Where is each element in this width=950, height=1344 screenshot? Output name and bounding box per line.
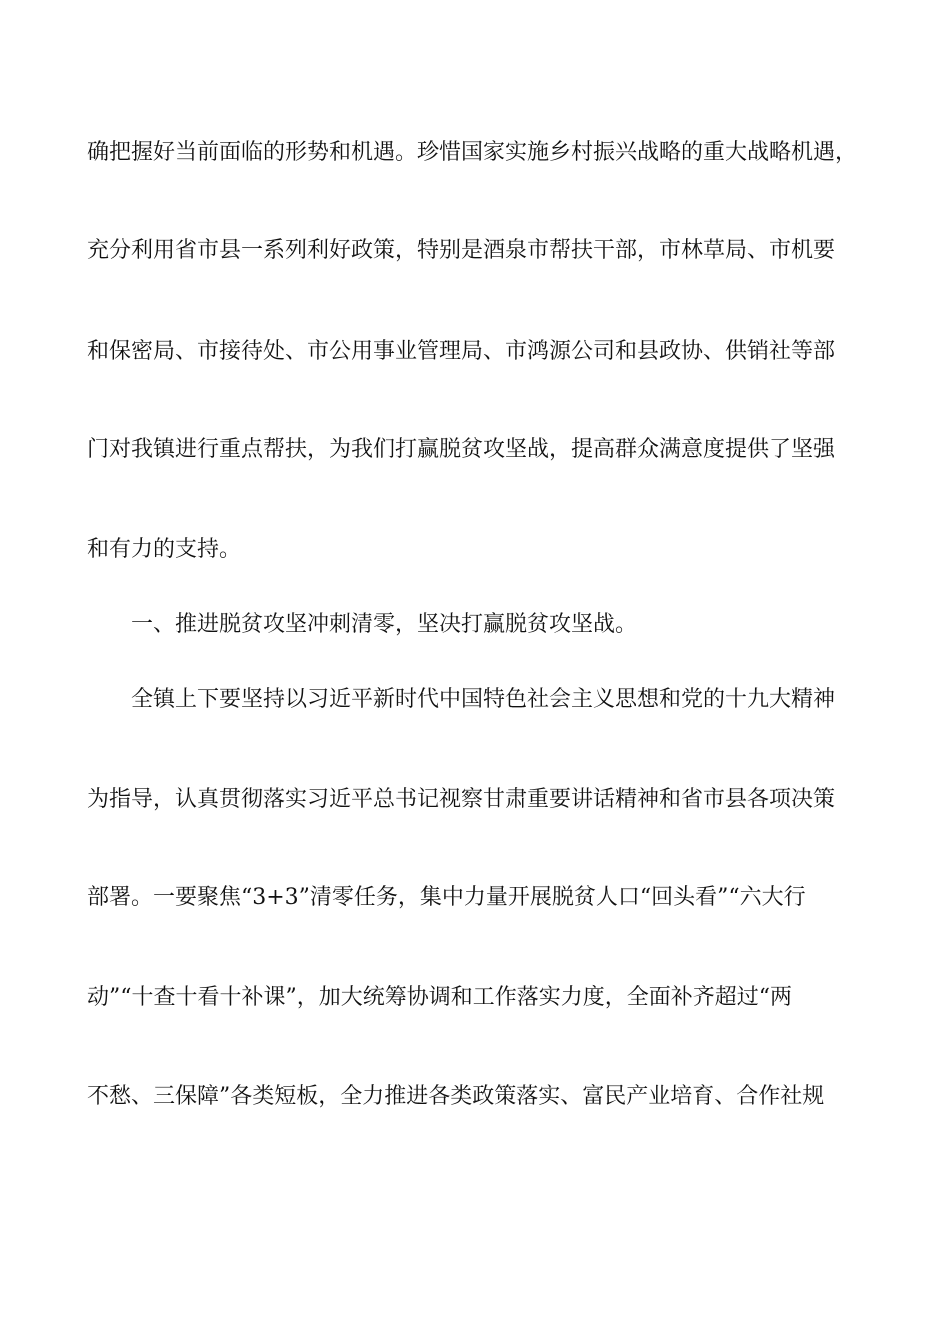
paragraph-line: 动”“十查十看十补课”，加大统筹协调和工作落实力度，全面补齐超过“两 (87, 985, 792, 1010)
paragraph-line: 和保密局、市接待处、市公用事业管理局、市鸿源公司和县政协、供销社等部 (87, 339, 836, 364)
section-heading: 一、推进脱贫攻坚冲刺清零，坚决打赢脱贫攻坚战。 (131, 612, 638, 637)
paragraph-line: 确把握好当前面临的形势和机遇。珍惜国家实施乡村振兴战略的重大战略机遇， (87, 140, 858, 165)
paragraph-line: 和有力的支持。 (87, 537, 242, 562)
paragraph-line: 不愁、三保障”各类短板，全力推进各类政策落实、富民产业培育、合作社规 (87, 1084, 825, 1109)
paragraph-line: 部署。一要聚焦“3+3”清零任务，集中力量开展脱贫人口“回头看”“六大行 (87, 885, 806, 910)
paragraph-line: 全镇上下要坚持以习近平新时代中国特色社会主义思想和党的十九大精神 (131, 687, 836, 712)
paragraph-line: 门对我镇进行重点帮扶，为我们打赢脱贫攻坚战，提高群众满意度提供了坚强 (87, 437, 836, 462)
paragraph-line: 为指导，认真贯彻落实习近平总书记视察甘肃重要讲话精神和省市县各项决策 (87, 787, 836, 812)
paragraph-line: 充分利用省市县一系列利好政策，特别是酒泉市帮扶干部，市林草局、市机要 (87, 238, 836, 263)
